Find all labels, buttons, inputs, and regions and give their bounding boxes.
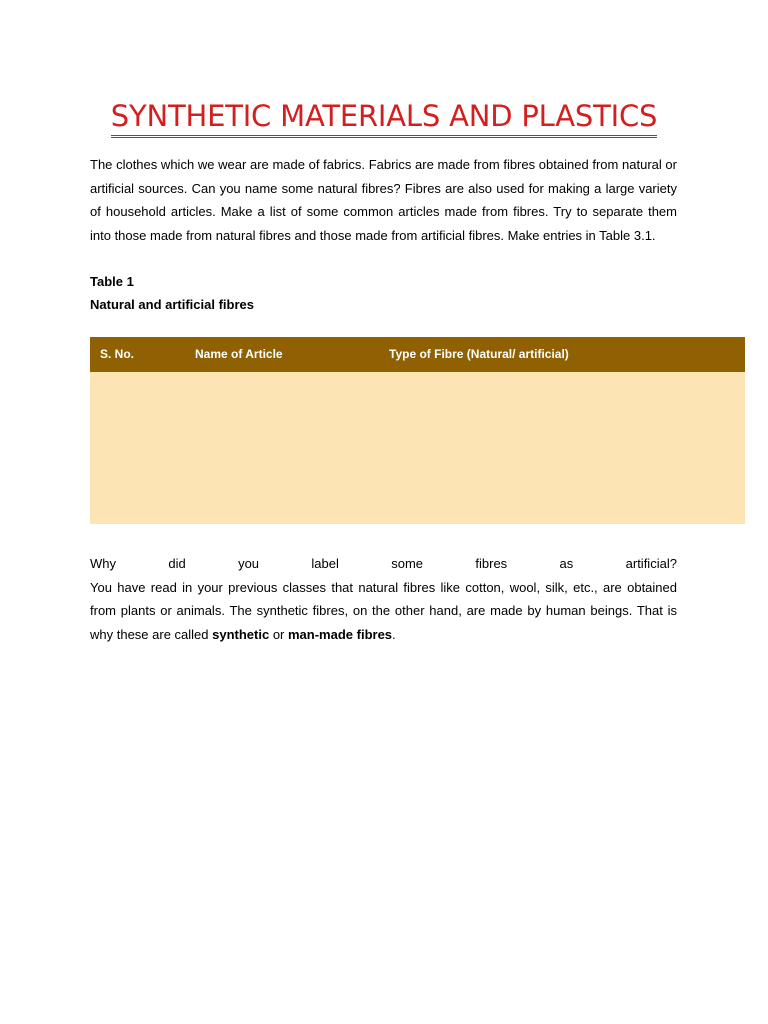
why-word: fibres bbox=[475, 556, 508, 571]
why-word: Why bbox=[90, 556, 116, 571]
why-word: you bbox=[238, 556, 260, 571]
why-word: some bbox=[391, 556, 424, 571]
page-title bbox=[0, 96, 768, 138]
bold-synthetic: synthetic bbox=[212, 626, 270, 642]
header-s-no: S. No. bbox=[100, 347, 135, 361]
table-caption: Natural and artificial fibres bbox=[90, 297, 254, 312]
why-word: did bbox=[168, 556, 186, 571]
synthetic-fibres-text bbox=[90, 576, 677, 647]
second-paragraph bbox=[90, 552, 677, 646]
fibres-table bbox=[90, 337, 745, 524]
text-end: . bbox=[392, 626, 396, 642]
table-label: Table 1 bbox=[90, 274, 134, 289]
page-title-text: SYNTHETIC MATERIALS AND PLASTICS bbox=[111, 97, 658, 138]
table-body bbox=[90, 372, 745, 524]
why-word: artificial? bbox=[625, 556, 677, 571]
table-header-row bbox=[90, 337, 745, 372]
bold-man-made-fibres: man-made fibres bbox=[288, 626, 393, 642]
header-name-of-article: Name of Article bbox=[195, 347, 283, 361]
header-type-of-fibre: Type of Fibre (Natural/ artificial) bbox=[389, 347, 569, 361]
intro-paragraph: The clothes which we wear are made of fabrics. Fabrics are made from fibres obtained from natural or artificial sources. Can you name some natural fibres? Fibres are also used for making a large variety of household articles. Make a list of some common articles made from fibres. Try to separate them into those made from natural fibres and those made from artificial fibres. Make entries in Table 3.1. bbox=[90, 157, 677, 243]
why-question-line bbox=[90, 552, 677, 576]
why-word: as bbox=[559, 556, 574, 571]
text-middle: or bbox=[269, 626, 288, 642]
text-before: You have read in your previous classes that natural fibres like cotton, wool, silk, etc., are obtained from plants or animals. The synthetic fibres, on the other hand, are made by human beings. That is why these are called bbox=[90, 579, 677, 642]
why-word: label bbox=[311, 556, 339, 571]
